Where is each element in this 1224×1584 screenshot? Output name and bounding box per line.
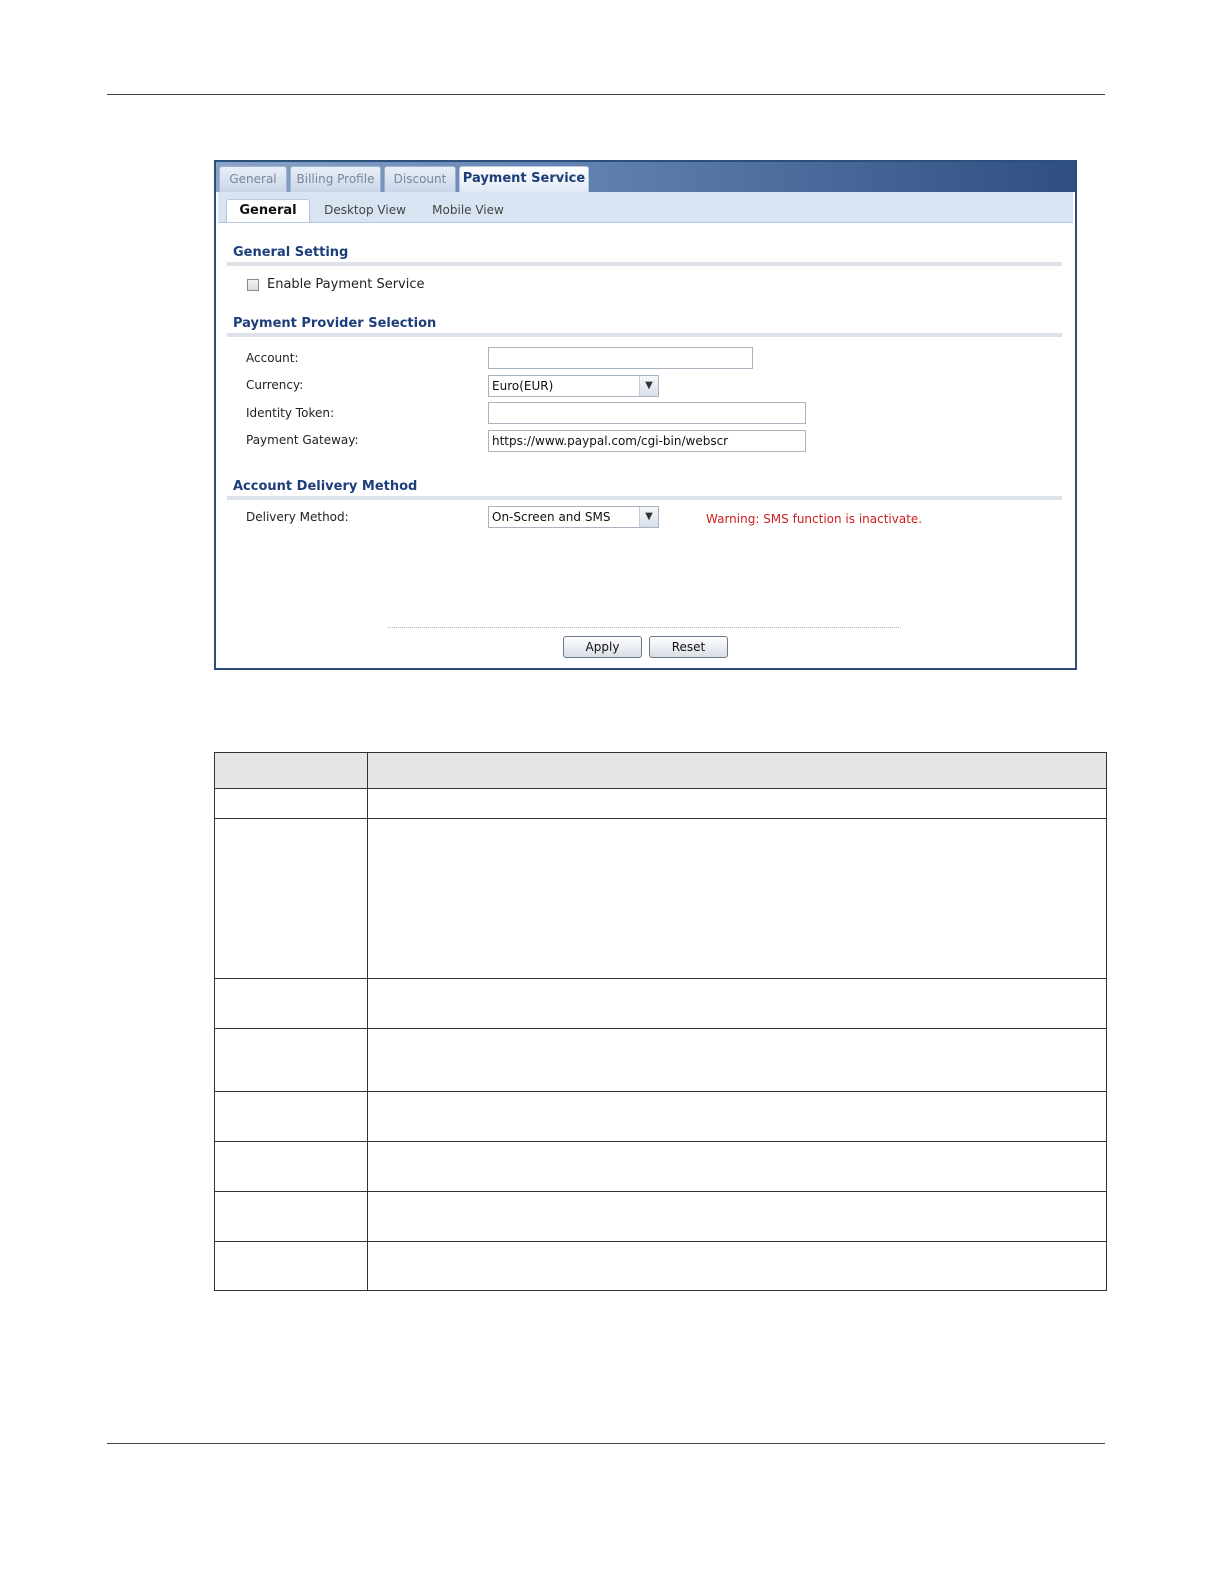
tab-payment-service[interactable]: Payment Service [459, 166, 589, 193]
delivery-method-select-value: On-Screen and SMS [492, 510, 611, 524]
general-setting-title: General Setting [233, 245, 349, 260]
subtab-general[interactable]: General [226, 199, 310, 222]
payment-provider-title: Payment Provider Selection [233, 316, 437, 331]
tab-discount[interactable]: Discount [384, 166, 456, 192]
chevron-down-icon[interactable]: ▼ [639, 507, 658, 527]
table-row [215, 1242, 1107, 1291]
section-divider [227, 262, 1062, 266]
payment-gateway-input[interactable]: https://www.paypal.com/cgi-bin/webscr [488, 430, 806, 452]
reset-button[interactable]: Reset [649, 636, 728, 658]
delivery-method-select[interactable] [488, 506, 659, 528]
apply-button[interactable]: Apply [563, 636, 642, 658]
table-row [215, 1142, 1107, 1192]
currency-label: Currency: [246, 378, 304, 392]
delivery-method-label: Delivery Method: [246, 510, 349, 524]
tab-billing-profile[interactable]: Billing Profile [290, 166, 381, 192]
enable-payment-service-label: Enable Payment Service [267, 277, 425, 292]
footer-rule [107, 1443, 1105, 1444]
account-delivery-title: Account Delivery Method [233, 479, 418, 494]
section-divider [227, 496, 1062, 500]
header-rule [107, 94, 1105, 95]
subtab-mobile-view[interactable]: Mobile View [432, 203, 504, 217]
chevron-down-icon[interactable]: ▼ [639, 376, 658, 396]
account-input[interactable] [488, 347, 753, 369]
table-header-row [215, 753, 1107, 789]
identity-token-label: Identity Token: [246, 406, 334, 420]
payment-gateway-label: Payment Gateway: [246, 433, 359, 447]
account-label: Account: [246, 351, 299, 365]
main-tab-bar [216, 162, 1075, 192]
tab-general[interactable]: General [219, 166, 287, 192]
enable-payment-service-checkbox[interactable] [247, 279, 259, 291]
sms-warning-text: Warning: SMS function is inactivate. [706, 512, 923, 526]
table-row [215, 979, 1107, 1029]
identity-token-input[interactable] [488, 402, 806, 424]
currency-select[interactable] [488, 375, 659, 397]
table-row [215, 1192, 1107, 1242]
subtab-desktop-view[interactable]: Desktop View [324, 203, 406, 217]
payment-service-window [214, 160, 1077, 670]
table-row [215, 819, 1107, 979]
section-divider [227, 333, 1062, 337]
table-row [215, 1029, 1107, 1092]
table-row [215, 789, 1107, 819]
description-table [214, 752, 1107, 1291]
sub-tab-bar [218, 192, 1073, 223]
button-separator [388, 627, 901, 628]
currency-select-value: Euro(EUR) [492, 379, 554, 393]
table-row [215, 1092, 1107, 1142]
